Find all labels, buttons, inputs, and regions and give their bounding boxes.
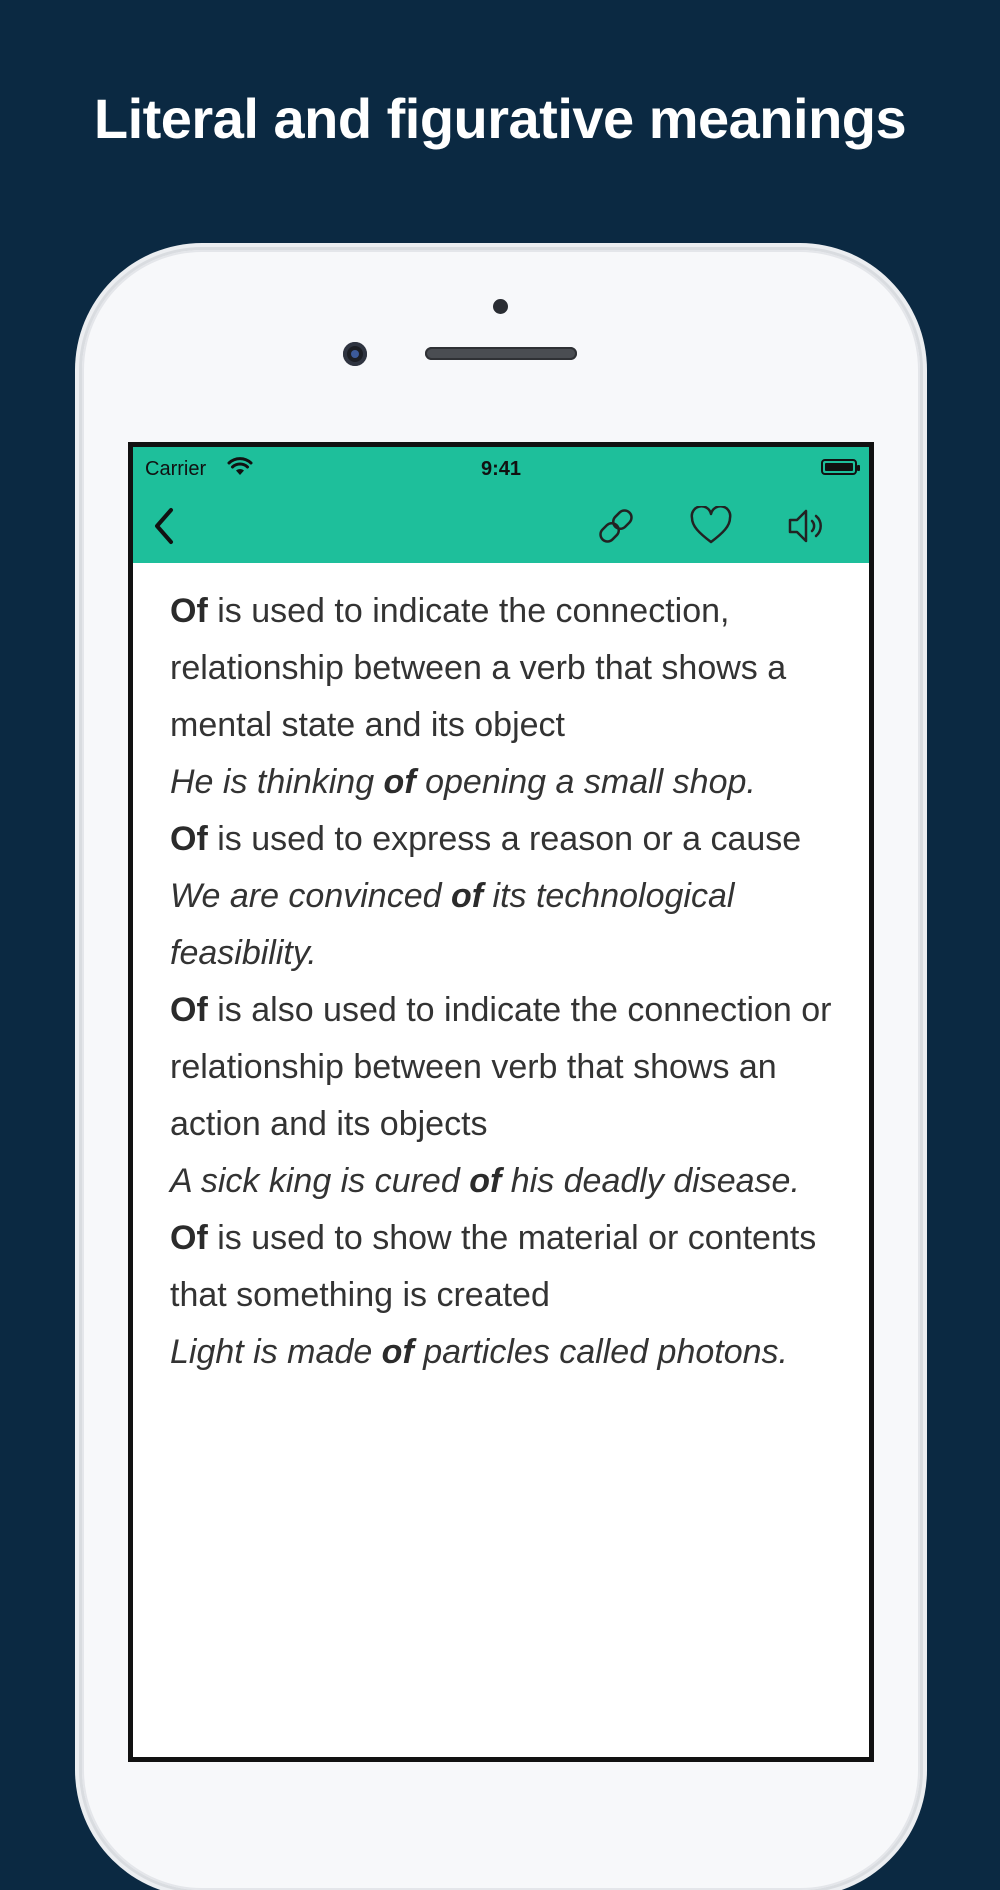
phone-screen bbox=[128, 442, 874, 1762]
example-text: A sick king is cured bbox=[170, 1162, 470, 1200]
definition-content bbox=[170, 563, 850, 1381]
link-icon bbox=[594, 504, 638, 548]
link-button[interactable] bbox=[591, 501, 641, 551]
example-keyword: of bbox=[450, 877, 484, 915]
front-camera bbox=[343, 342, 367, 366]
example-sentence bbox=[170, 1324, 850, 1381]
proximity-sensor bbox=[493, 299, 508, 314]
favorite-button[interactable] bbox=[686, 501, 736, 551]
example-text: We are convinced bbox=[170, 877, 451, 915]
example-keyword: of bbox=[469, 1162, 502, 1200]
definition-text bbox=[170, 982, 850, 1153]
clock: 9:41 bbox=[480, 458, 522, 480]
example-sentence bbox=[170, 868, 850, 982]
example-sentence bbox=[170, 754, 850, 811]
example-sentence bbox=[170, 1153, 850, 1210]
example-text: particles called photons. bbox=[413, 1333, 788, 1371]
example-keyword: of bbox=[381, 1333, 414, 1371]
definition: is also used to indicate the connection or relationship between verb that shows an action and its objects bbox=[170, 991, 832, 1143]
heart-icon bbox=[689, 506, 733, 546]
example-text: opening a small shop. bbox=[415, 763, 756, 801]
example-text: Light is made bbox=[170, 1333, 382, 1371]
definition-entry bbox=[170, 1210, 850, 1381]
chevron-left-icon bbox=[150, 506, 180, 546]
example-text: his deadly disease. bbox=[501, 1162, 800, 1200]
keyword: Of bbox=[170, 991, 208, 1029]
definition-entry bbox=[170, 982, 850, 1210]
keyword: Of bbox=[170, 1219, 208, 1257]
promo-headline: Literal and figurative meanings bbox=[93, 87, 907, 150]
earpiece-speaker bbox=[425, 347, 577, 360]
definition-text bbox=[170, 1210, 850, 1324]
status-bar bbox=[133, 447, 869, 489]
example-keyword: of bbox=[383, 763, 416, 801]
definition-text bbox=[170, 811, 850, 868]
battery-icon bbox=[821, 459, 857, 475]
speaker-icon bbox=[784, 504, 828, 548]
example-text: He is thinking bbox=[170, 763, 384, 801]
carrier-label: Carrier bbox=[145, 458, 207, 480]
definition: is used to show the material or contents that something is created bbox=[170, 1219, 817, 1314]
keyword: Of bbox=[170, 592, 208, 630]
definition-entry bbox=[170, 583, 850, 811]
example-text: its technological feasibility. bbox=[170, 877, 735, 972]
back-button[interactable] bbox=[140, 501, 190, 551]
definition: is used to indicate the connection, relationship between a verb that shows a mental state and its object bbox=[170, 592, 787, 744]
definition-text bbox=[170, 583, 850, 754]
definition: is used to express a reason or a cause bbox=[207, 820, 802, 858]
nav-bar bbox=[133, 489, 869, 563]
audio-button[interactable] bbox=[781, 501, 831, 551]
keyword: Of bbox=[170, 820, 208, 858]
definition-entry bbox=[170, 811, 850, 982]
